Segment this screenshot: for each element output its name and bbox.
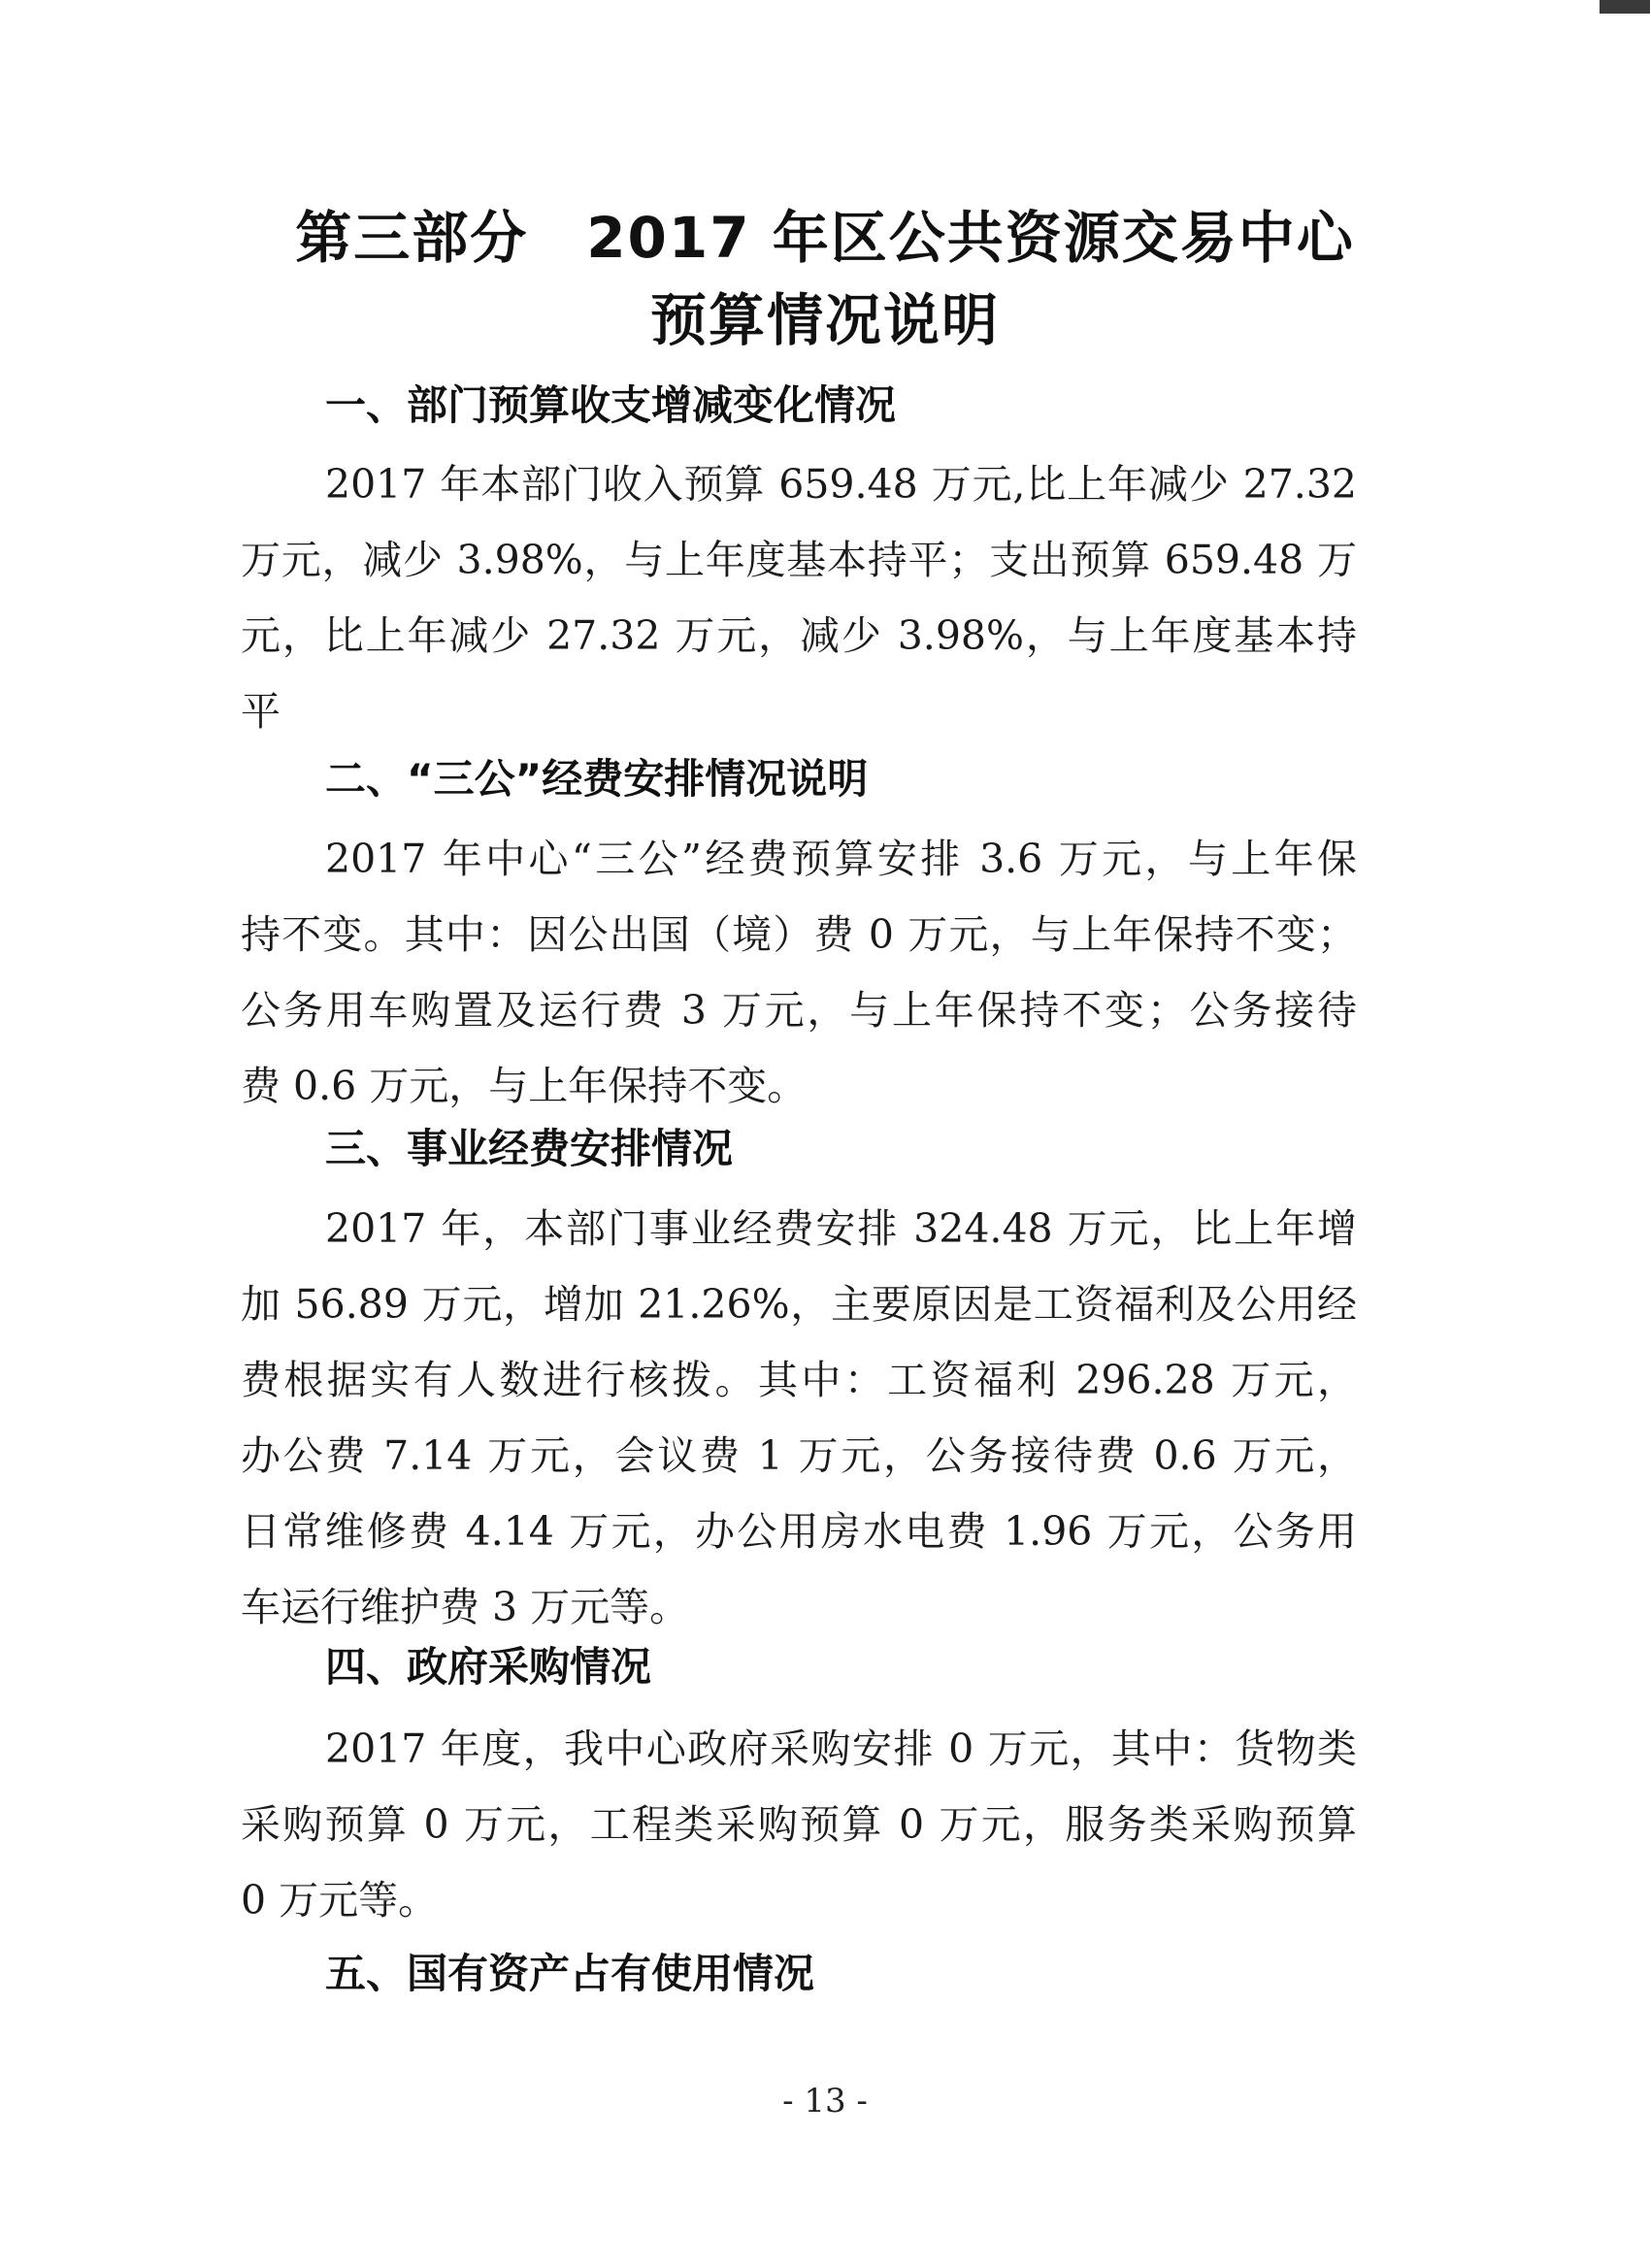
- paragraph-line: 加 56.89 万元，增加 21.26%，主要原因是工资福利及公用经: [241, 1281, 1357, 1328]
- page-number: - 13 -: [782, 2082, 868, 2120]
- section-paragraph-1: [241, 446, 1357, 749]
- section-paragraph-2: [241, 821, 1357, 1124]
- section-paragraph-3: [241, 1191, 1357, 1645]
- section-heading-1: 一、部门预算收支增减变化情况: [325, 381, 897, 429]
- section-heading-3: 三、事业经费安排情况: [325, 1125, 734, 1172]
- paragraph-line: 车运行维护费 3 万元等。: [241, 1584, 690, 1630]
- paragraph-line: 0 万元等。: [241, 1877, 439, 1923]
- paragraph-line: 持不变。其中：因公出国（境）费 0 万元，与上年保持不变；: [241, 911, 1357, 958]
- paragraph-line: 2017 年本部门收入预算 659.48 万元,比上年减少 27.32: [325, 461, 1357, 508]
- paragraph-line: 费 0.6 万元，与上年保持不变。: [241, 1063, 808, 1109]
- paragraph-line: 2017 年中心“三公”经费预算安排 3.6 万元，与上年保: [325, 836, 1357, 882]
- scan-edge-mark: [1600, 0, 1650, 14]
- paragraph-line: 办公费 7.14 万元，会议费 1 万元，公务接待费 0.6 万元，: [241, 1432, 1357, 1479]
- page-title-line-2: 预算情况说明: [649, 287, 1000, 353]
- section-heading-5: 五、国有资产占有使用情况: [325, 1950, 815, 1997]
- paragraph-line: 万元，减少 3.98%，与上年度基本持平；支出预算 659.48 万: [241, 537, 1357, 583]
- section-paragraph-4: [241, 1711, 1357, 1938]
- paragraph-line: 2017 年度，我中心政府采购安排 0 万元，其中：货物类: [325, 1726, 1357, 1772]
- paragraph-line: 日常维修费 4.14 万元，办公用房水电费 1.96 万元，公务用: [241, 1508, 1357, 1555]
- section-heading-4: 四、政府采购情况: [325, 1643, 652, 1691]
- paragraph-line: 公务用车购置及运行费 3 万元，与上年保持不变；公务接待: [241, 987, 1357, 1034]
- page-title-line-1: 第三部分 2017 年区公共资源交易中心: [295, 205, 1355, 271]
- paragraph-line: 2017 年，本部门事业经费安排 324.48 万元，比上年增: [325, 1205, 1357, 1252]
- paragraph-line: 平: [241, 688, 280, 735]
- paragraph-line: 采购预算 0 万元，工程类采购预算 0 万元，服务类采购预算: [241, 1801, 1357, 1848]
- paragraph-line: 元，比上年减少 27.32 万元，减少 3.98%，与上年度基本持: [241, 612, 1357, 659]
- paragraph-line: 费根据实有人数进行核拨。其中：工资福利 296.28 万元，: [241, 1357, 1357, 1403]
- section-heading-2: 二、“三公”经费安排情况说明: [325, 755, 869, 803]
